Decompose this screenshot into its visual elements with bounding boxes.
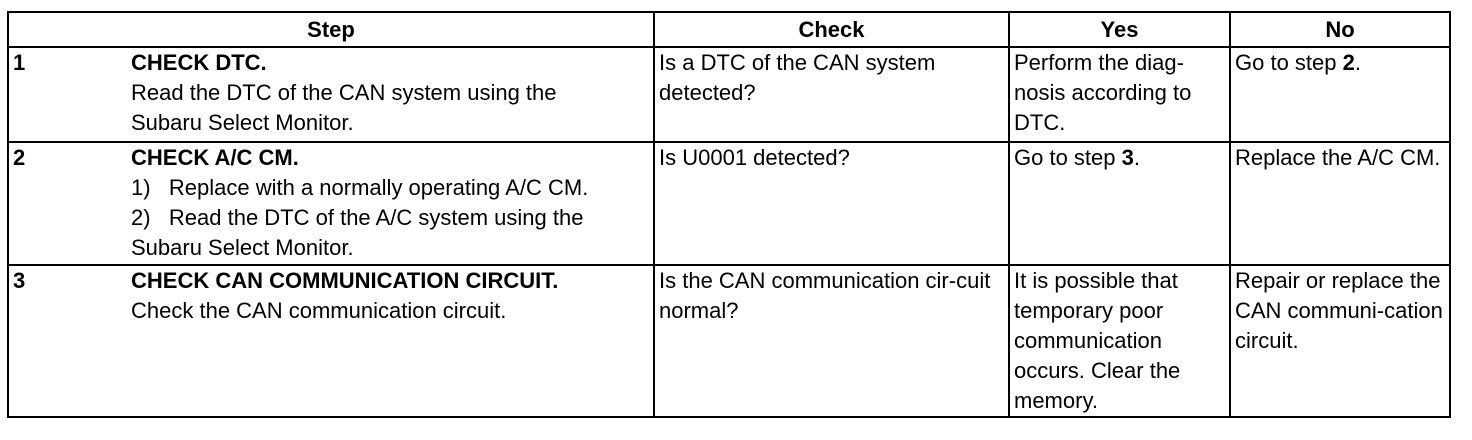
yes-cell	[1009, 47, 1230, 142]
step-number: 3	[13, 268, 26, 293]
yes-text: Perform the diag-nosis according to DTC.	[1014, 50, 1192, 135]
yes-cell	[1009, 142, 1230, 265]
step-instruction: 1) Replace with a normally operating A/C CM.	[131, 175, 589, 200]
header-row	[8, 12, 1450, 47]
step-cell	[8, 265, 654, 417]
yes-text: It is possible that temporary poor communication occurs. Clear the memory.	[1014, 268, 1181, 413]
step-instruction: Check the CAN communication circuit.	[131, 298, 507, 323]
step-instruction: Read the DTC of the CAN system using the	[131, 80, 557, 105]
yes-suffix: .	[1133, 145, 1140, 170]
header-yes: Yes	[1009, 12, 1230, 47]
check-cell	[654, 47, 1009, 142]
check-text: Is a DTC of the CAN system detected?	[659, 50, 936, 105]
step-instruction: Subaru Select Monitor.	[131, 110, 354, 135]
step-instruction: Subaru Select Monitor.	[131, 235, 354, 260]
table-row	[8, 47, 1450, 142]
no-cell	[1230, 142, 1450, 265]
header-check: Check	[654, 12, 1009, 47]
table-row	[8, 142, 1450, 265]
step-cell	[8, 142, 654, 265]
no-cell	[1230, 265, 1450, 417]
check-text: Is U0001 detected?	[659, 145, 850, 170]
step-cell	[8, 47, 654, 142]
step-title: CHECK A/C CM.	[131, 145, 299, 170]
header-step: Step	[8, 12, 654, 47]
no-step-ref: 2	[1342, 50, 1355, 75]
check-text: Is the CAN communication cir-cuit normal?	[659, 268, 991, 323]
yes-text: Go to step	[1014, 145, 1122, 170]
no-text: Repair or replace the CAN communi-cation circuit.	[1235, 268, 1443, 353]
header-no: No	[1230, 12, 1450, 47]
yes-step-ref: 3	[1121, 145, 1134, 170]
check-cell	[654, 142, 1009, 265]
table-row	[8, 265, 1450, 417]
check-cell	[654, 265, 1009, 417]
no-suffix: .	[1354, 50, 1361, 75]
step-title: CHECK CAN COMMUNICATION CIRCUIT.	[131, 268, 559, 293]
step-number: 1	[13, 50, 26, 75]
no-cell	[1230, 47, 1450, 142]
no-text: Go to step	[1235, 50, 1343, 75]
step-title: CHECK DTC.	[131, 50, 267, 75]
step-number: 2	[13, 145, 26, 170]
diagnostic-table	[7, 11, 1451, 418]
yes-cell	[1009, 265, 1230, 417]
step-instruction: 2) Read the DTC of the A/C system using the	[131, 205, 584, 230]
no-text: Replace the A/C CM.	[1235, 145, 1441, 170]
